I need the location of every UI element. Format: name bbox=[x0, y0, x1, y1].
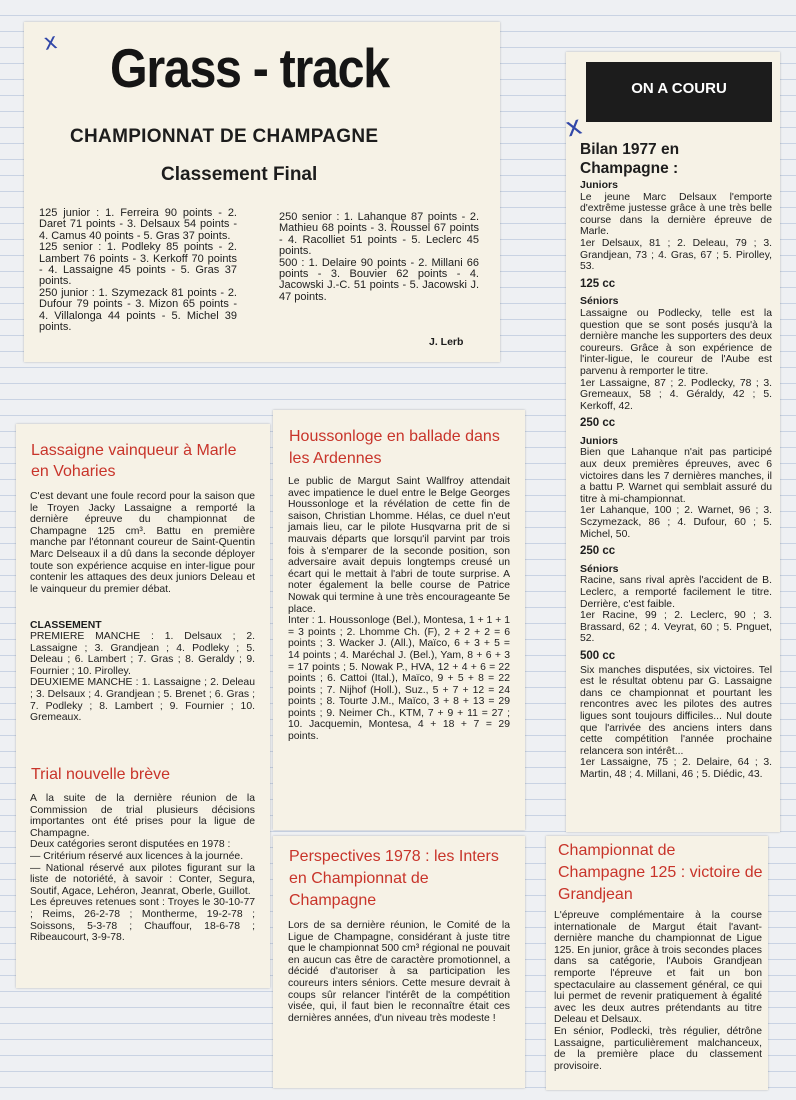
juniors-250-text: Bien que Lahanque n'ait pas participé aux deux premières épreuves, avec 6 victoires dans les 7 dernières manches, il a battu P. Warnet qui semblait assuré du titre à mi-championnat. 1er Lahanque, 100 ; 2. Warnet, 96 ; 3. Sczymezack, 86 ; 4. Dufour, 60 ; 5. Michel, 50. bbox=[580, 447, 772, 540]
cc125-heading: 125 cc bbox=[580, 277, 616, 290]
lassaigne-classement: PREMIERE MANCHE : 1. Delsaux ; 2. Lassaigne ; 3. Grandjean ; 4. Podleky ; 5. Deleau ; 6. Lambert ; 7. Gras ; 8. Geraldy ; 9. Fournier ; 10. Pirolley. DEUXIEME MANCHE : 1. Lassaigne ; 2. Deleau ; 3. Delsaux ; 4. Grandjean ; 5. Brenet ; 6. Gras ; 7. Podleky ; 8. Lambert ; 9. Fournier ; 10. Gremeaux. bbox=[30, 631, 255, 724]
cc250b-heading: 250 cc bbox=[580, 545, 616, 558]
on-a-couru-banner-text: ON A COURU bbox=[631, 80, 727, 97]
seniors-250-text: Racine, sans rival après l'accident de B. Leclerc, a remporté facilement le titre. Derrière, c'est faible. 1er Racine, 99 ; 2. Leclerc, 90 ; 3. Brassard, 62 ; 4. Veyrat, 60 ; 5. Pnguet, 52. bbox=[580, 575, 772, 645]
lassaigne-title: Lassaigne vainqueur à Marle en Voharies bbox=[31, 442, 237, 480]
classement-final-subtitle: Classement Final bbox=[161, 164, 318, 185]
bilan-body bbox=[580, 180, 772, 781]
juniors-text: Le jeune Marc Delsaux l'emporte d'extrême justesse grâce à une très belle course dans la dernière épreuve de Marle. 1er Delsaux, 81 ; 2. Deleau, 79 ; 3. Grandjean, 73 ; 4. Gras, 67 ; 5. Pirolley, 53. bbox=[580, 191, 772, 273]
results-column-left: 125 junior : 1. Ferreira 90 points - 2. Daret 71 points - 3. Delsaux 54 points - 4. Camus 40 points - 5. Gras 37 points. 125 senior : 1. Podleky 85 points - 2. Lambert 76 points - 3. Kerkoff 70 points - 4. Lassaigne 45 points - 5. Gras 37 points. 250 junior : 1. Szymezack 81 points - 2. Dufour 79 points - 3. Mizon 65 points - 4. Villalonga 44 points - 5. Michel 39 points. bbox=[39, 207, 237, 334]
perspectives-clipping bbox=[273, 836, 525, 1088]
results-column-right: 250 senior : 1. Lahanque 87 points - 2. Mathieu 68 points - 3. Roussel 67 points - 4. Racolliet 51 points - 5. Leclerc 45 points. 500 : 1. Delaire 90 points - 2. Millani 66 points - 3. Bouvier 62 points - 4. Jacowski J.-C. 51 points - 5. Jacowski J. 47 points. bbox=[279, 211, 479, 303]
trial-title: Trial nouvelle brève bbox=[31, 766, 171, 783]
cc500-text: Six manches disputées, six victoires. Tel est le résultat obtenu par G. Lassaigne dans ce championnat et pourtant les rencontres avec les pilotes des autres ligues sont toujours difficiles... Nul doute que l'arrivée des anciens inters dans cette compétition l'année prochaine relancera son intérêt... 1er Lassaigne, 75 ; 2. Delaire, 64 ; 3. Martin, 48 ; 4. Millani, 46 ; 5. Diédic, 43. bbox=[580, 664, 772, 780]
on-a-couru-clipping bbox=[566, 52, 780, 832]
cc250-heading: 250 cc bbox=[580, 417, 616, 430]
bilan-heading: Bilan 1977 en Champagne : bbox=[580, 141, 680, 177]
grandjean-title: Championnat de Champagne 125 : victoire de Grandjean bbox=[558, 842, 763, 903]
classement-label: CLASSEMENT bbox=[30, 620, 102, 631]
grass-track-clipping bbox=[24, 22, 500, 362]
seniors-250-label: Séniors bbox=[580, 562, 619, 575]
grandjean-body: L'épreuve complémentaire à la course internationale de Margut était l'avant-dernière manche du championnat de Ligue 125. En junior, grâce à trois secondes places dans sa catégorie, l'Aubois Grandjean remporte l'épreuve et fait un bon spectaculaire au classement général, ce qui lui permet de revenir pratiquement à égalité avec les deux autres prétendants au titre Deleau et Delsaux. En sénior, Podlecki, très régulier, détrône Lassaigne, particulièrement malchanceux, de la première place du classement provisoire. bbox=[554, 910, 762, 1072]
lassaigne-intro: C'est devant une foule record pour la saison que le Troyen Jacky Lassaigne a remporté la dernière épreuve du championnat de Champagne 125 cm³. Battu en première manche par l'étonnant coureur de Saint-Quentin Marc Delseaux il a dû dans la seconde déployer toute son expérience acquise en inter-ligue pour contenir les attaques des deux juniors Deleau et le vainqueur du premier débat. bbox=[30, 491, 255, 595]
grass-track-title: Grass - track bbox=[110, 37, 389, 99]
houssonloge-body: Le public de Margut Saint Wallfroy attendait avec impatience le duel entre le Belge Georges Houssonloge et la révélation de cette fin de saison, Christian Lhomme. Hélas, ce duel n'eut jamais lieu, car le pilote Husqvarna prit de si mauvais départs que lorsqu'il parvint par trois fois à s'emparer de la seconde position, son adversaire avait depuis longtemps creusé un écart qui le mettait à l'abri de toute surprise. A noter également la belle course de Patrice Nowak qui termine à une très encourageante 5e place. Inter : 1. Houssonloge (Bel.), Montesa, 1 + 1 + 1 = 3 points ; 2. Lhomme Ch. (F), 2 + 2 + 2 = 6 points ; 3. Wacker J. (All.), Maïco, 6 + 3 + 5 = 14 points ; 4. Maréchal J. (Bel.), Yam, 8 + 6 + 3 = 17 points ; 5. Nowak P., HVA, 12 + 4 + 6 = 22 points ; 6. Cattoi (Ital.), Maïco, 9 + 5 + 8 = 22 points ; 7. Nijhof (Holl.), Suz., 5 + 7 + 12 = 24 points ; 8. Tourte J.M., Maïco, 3 + 8 + 13 = 29 points ; 9. Neimer Ch., KTM, 7 + 9 + 11 = 27 ; 10. Jacquemin, Montesa, 4 + 18 + 7 = 29 points. bbox=[288, 476, 510, 743]
juniors-250-label: Juniors bbox=[580, 434, 618, 447]
perspectives-body: Lors de sa dernière réunion, le Comité de la Ligue de Champagne, considérant à juste titre que le championnat 500 cm³ régional ne pouvait en aucun cas être de caractère promotionnel, a décidé d'autoriser à sa participation les coureurs inters séniors. Cette mesure devrait à coups sûr relancer l'intérêt de la compétition visée, qui, il faut bien le reconnaître était ces dernières années, d'un niveau très modeste ! bbox=[288, 920, 510, 1024]
houssonloge-clipping bbox=[273, 410, 525, 830]
pencil-mark-header: x bbox=[41, 29, 60, 56]
championship-subtitle: CHAMPIONNAT DE CHAMPAGNE bbox=[70, 126, 379, 147]
seniors-125-text: Lassaigne ou Podlecky, telle est la question que se sont posés jusqu'à la dernière manche les supporters des deux coureurs. Grâce à son expérience de l'inter-ligue, le coureur de l'Aube est parvenu à remporter le titre. 1er Lassaigne, 87 ; 2. Podlecky, 78 ; 3. Gremeaux, 58 ; 4. Géraldy, 42 ; 5. Kerkoff, 42. bbox=[580, 307, 772, 412]
perspectives-title: Perspectives 1978 : les Inters en Championnat de Champagne bbox=[289, 848, 499, 909]
cc500-heading: 500 cc bbox=[580, 649, 616, 662]
author-signature: J. Lerb bbox=[429, 336, 464, 348]
lassaigne-clipping bbox=[16, 424, 270, 988]
houssonloge-title: Houssonloge en ballade dans les Ardennes bbox=[289, 428, 500, 467]
juniors-label: Juniors bbox=[580, 179, 618, 191]
grandjean-clipping bbox=[546, 836, 768, 1090]
pencil-mark-bilan: x bbox=[562, 110, 586, 144]
seniors-125-label: Séniors bbox=[580, 295, 619, 308]
trial-body: A la suite de la dernière réunion de la Commission de trial plusieurs décisions importantes ont été prises pour la ligue de Champagne. Deux catégories seront disputées en 1978 : — Critérium réservé aux licences à la journée. — National réservé aux pilotes figurant sur la liste de notoriété, à savoir : Conter, Segura, Soutif, Agace, Lehéron, Jeanrat, Oberle, Guillot. Les épreuves retenues sont : Troyes le 30-10-77 ; Reims, 26-2-78 ; Montherme, 19-2-78 ; Soissons, 5-3-78 ; Chauffour, 18-6-78 ; Ribeaucourt, 3-9-78. bbox=[30, 793, 255, 944]
on-a-couru-banner bbox=[586, 62, 772, 122]
